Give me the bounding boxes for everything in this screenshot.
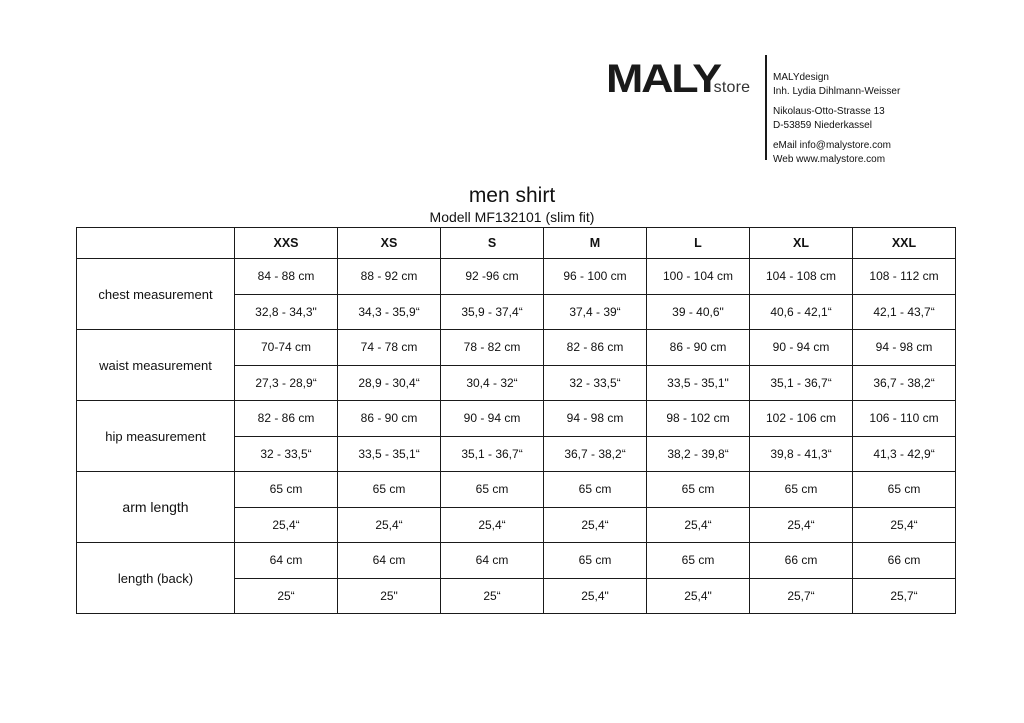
inch-cell: 34,3 - 35,9“ [338, 294, 441, 330]
cm-cell: 82 - 86 cm [544, 330, 647, 366]
inch-cell: 35,1 - 36,7“ [441, 436, 544, 472]
cm-cell: 65 cm [750, 472, 853, 508]
inch-cell: 33,5 - 35,1" [647, 365, 750, 401]
company-name: MALYdesign [773, 72, 829, 83]
inch-cell: 25,7“ [853, 578, 956, 614]
inch-cell: 25,4“ [544, 507, 647, 543]
cm-cell: 65 cm [441, 472, 544, 508]
inch-cell: 36,7 - 38,2“ [544, 436, 647, 472]
cm-cell: 70-74 cm [235, 330, 338, 366]
cm-cell: 74 - 78 cm [338, 330, 441, 366]
inch-cell: 42,1 - 43,7“ [853, 294, 956, 330]
page-title: men shirt [468, 184, 556, 207]
inch-cell: 39 - 40,6" [647, 294, 750, 330]
size-header: L [647, 228, 750, 259]
row-label: hip measurement [77, 401, 235, 472]
table-row [77, 543, 956, 579]
cm-cell: 92 -96 cm [441, 259, 544, 295]
cm-cell: 86 - 90 cm [647, 330, 750, 366]
cm-cell: 64 cm [338, 543, 441, 579]
cm-cell: 102 - 106 cm [750, 401, 853, 437]
row-label: waist measurement [77, 330, 235, 401]
company-web: Web www.malystore.com [773, 154, 886, 165]
cm-cell: 64 cm [441, 543, 544, 579]
cm-cell: 90 - 94 cm [441, 401, 544, 437]
inch-cell: 37,4 - 39“ [544, 294, 647, 330]
inch-cell: 33,5 - 35,1“ [338, 436, 441, 472]
size-header: XXL [853, 228, 956, 259]
company-owner: Inh. Lydia Dihlmann-Weisser [773, 86, 901, 97]
size-header: S [441, 228, 544, 259]
cm-cell: 100 - 104 cm [647, 259, 750, 295]
logo-suffix: store [713, 79, 751, 96]
cm-cell: 94 - 98 cm [853, 330, 956, 366]
inch-cell: 25,4“ [235, 507, 338, 543]
cm-cell: 65 cm [544, 472, 647, 508]
company-address [773, 71, 900, 167]
size-header: XS [338, 228, 441, 259]
table-row [77, 330, 956, 366]
inch-cell: 25,4“ [338, 507, 441, 543]
cm-cell: 96 - 100 cm [544, 259, 647, 295]
inch-cell: 25“ [235, 578, 338, 614]
cm-cell: 86 - 90 cm [338, 401, 441, 437]
cm-cell: 88 - 92 cm [338, 259, 441, 295]
inch-cell: 30,4 - 32“ [441, 365, 544, 401]
table-row [77, 472, 956, 508]
size-header: XXS [235, 228, 338, 259]
corner-cell [77, 228, 235, 259]
cm-cell: 108 - 112 cm [853, 259, 956, 295]
inch-cell: 25,4“ [647, 507, 750, 543]
inch-cell: 41,3 - 42,9“ [853, 436, 956, 472]
cm-cell: 64 cm [235, 543, 338, 579]
page-subtitle: Modell MF132101 (slim fit) [429, 209, 595, 225]
cm-cell: 65 cm [647, 543, 750, 579]
cm-cell: 65 cm [544, 543, 647, 579]
size-header: XL [750, 228, 853, 259]
inch-cell: 25,4“ [750, 507, 853, 543]
size-table [76, 227, 956, 614]
cm-cell: 84 - 88 cm [235, 259, 338, 295]
cm-cell: 66 cm [750, 543, 853, 579]
inch-cell: 36,7 - 38,2“ [853, 365, 956, 401]
cm-cell: 65 cm [235, 472, 338, 508]
company-street: Nikolaus-Otto-Strasse 13 [773, 106, 885, 117]
inch-cell: 28,9 - 30,4“ [338, 365, 441, 401]
logo [606, 57, 751, 101]
inch-cell: 39,8 - 41,3“ [750, 436, 853, 472]
row-label: chest measurement [77, 259, 235, 330]
size-header-row [77, 228, 956, 259]
inch-cell: 32,8 - 34,3" [235, 294, 338, 330]
header-divider [765, 55, 767, 160]
inch-cell: 25,4" [544, 578, 647, 614]
inch-cell: 27,3 - 28,9“ [235, 365, 338, 401]
inch-cell: 25“ [441, 578, 544, 614]
inch-cell: 25,7“ [750, 578, 853, 614]
company-email: eMail info@malystore.com [773, 140, 891, 151]
cm-cell: 82 - 86 cm [235, 401, 338, 437]
logo-brand: MALY [606, 57, 720, 101]
table-row [77, 401, 956, 437]
cm-cell: 94 - 98 cm [544, 401, 647, 437]
inch-cell: 35,9 - 37,4“ [441, 294, 544, 330]
row-label: arm length [77, 472, 235, 543]
inch-cell: 25,4“ [853, 507, 956, 543]
inch-cell: 25,4" [647, 578, 750, 614]
row-label: length (back) [77, 543, 235, 614]
table-row [77, 259, 956, 295]
inch-cell: 38,2 - 39,8“ [647, 436, 750, 472]
inch-cell: 25,4“ [441, 507, 544, 543]
cm-cell: 78 - 82 cm [441, 330, 544, 366]
cm-cell: 65 cm [853, 472, 956, 508]
inch-cell: 32 - 33,5“ [235, 436, 338, 472]
cm-cell: 90 - 94 cm [750, 330, 853, 366]
inch-cell: 40,6 - 42,1“ [750, 294, 853, 330]
inch-cell: 25" [338, 578, 441, 614]
inch-cell: 32 - 33,5“ [544, 365, 647, 401]
cm-cell: 65 cm [647, 472, 750, 508]
company-city: D-53859 Niederkassel [773, 120, 872, 131]
cm-cell: 98 - 102 cm [647, 401, 750, 437]
inch-cell: 35,1 - 36,7“ [750, 365, 853, 401]
cm-cell: 104 - 108 cm [750, 259, 853, 295]
cm-cell: 66 cm [853, 543, 956, 579]
cm-cell: 65 cm [338, 472, 441, 508]
size-header: M [544, 228, 647, 259]
cm-cell: 106 - 110 cm [853, 401, 956, 437]
